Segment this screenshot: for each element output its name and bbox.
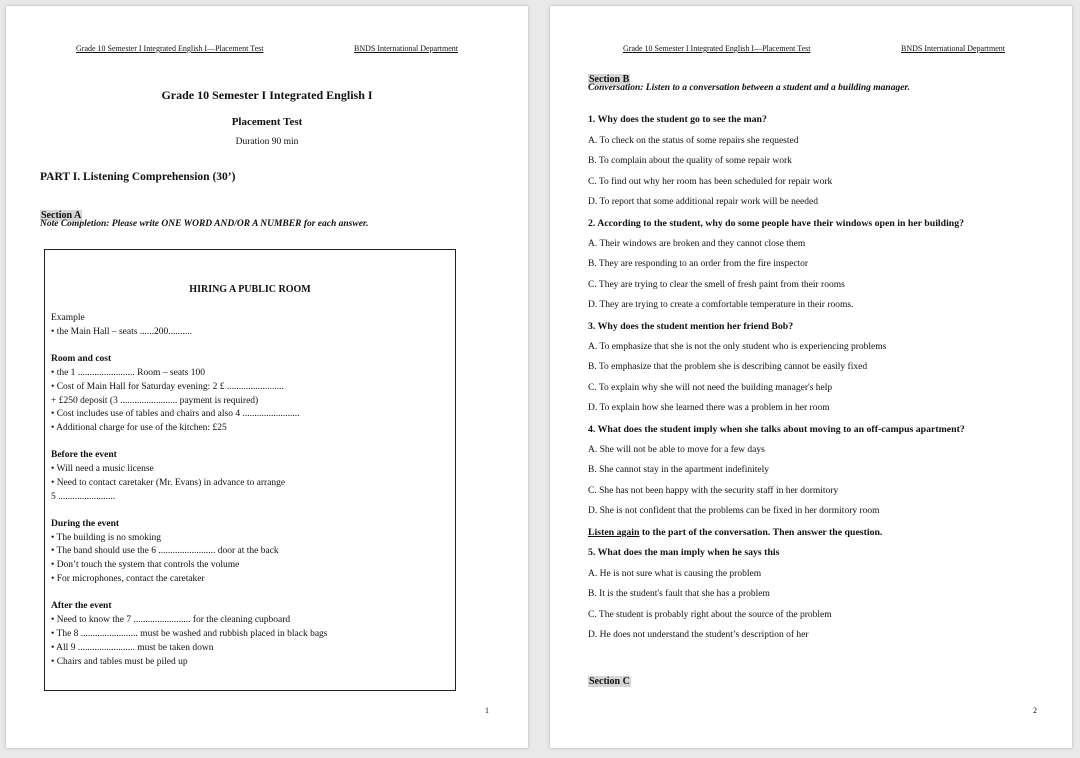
answer-option: A. To check on the status of some repairs she requested	[588, 136, 799, 146]
answer-option: C. She has not been happy with the security staff in her dormitory	[588, 486, 839, 496]
listen-again-instruction: Listen again to the part of the conversation. Then answer the question.	[588, 527, 883, 538]
document-subtitle: Placement Test	[231, 116, 303, 128]
answer-option: C. To find out why her room has been scheduled for repair work	[588, 177, 833, 187]
answer-option: B. It is the student's fault that she has a problem	[588, 589, 770, 599]
question-3: 3. Why does the student mention her friend Bob?	[588, 321, 794, 332]
answer-option: D. He does not understand the student’s description of her	[588, 630, 809, 640]
answer-option: B. To emphasize that the problem she is describing cannot be easily fixed	[588, 362, 868, 372]
note-line: • All 9 ........................ must be taken down	[51, 643, 214, 653]
page-header-right: BNDS International Department	[901, 44, 1005, 53]
answer-option: C. The student is probably right about the source of the problem	[588, 610, 832, 620]
note-line: • Need to contact caretaker (Mr. Evans) in advance to arrange	[51, 478, 286, 488]
document-page-2	[550, 6, 1072, 748]
answer-option: A. Their windows are broken and they cannot close them	[588, 239, 806, 249]
note-line: • For microphones, contact the caretaker	[51, 574, 205, 584]
group-heading: Before the event	[51, 450, 117, 460]
note-line: • The 8 ........................ must be washed and rubbish placed in black bags	[51, 629, 328, 639]
stray-dot: .	[897, 72, 899, 77]
note-line: • Additional charge for use of the kitchen: £25	[51, 423, 227, 433]
question-2: 2. According to the student, why do some people have their windows open in her building?	[588, 218, 965, 229]
note-line: • Don’t touch the system that controls the volume	[51, 560, 240, 570]
question-1: 1. Why does the student go to see the man?	[588, 114, 767, 125]
note-line: • Cost of Main Hall for Saturday evening: 2 £ ........................	[51, 382, 284, 392]
answer-option: D. She is not confident that the problems can be fixed in her dormitory room	[588, 506, 880, 516]
answer-option: B. She cannot stay in the apartment indefinitely	[588, 465, 769, 475]
box-title: HIRING A PUBLIC ROOM	[189, 284, 311, 295]
page-number: 1	[485, 706, 489, 715]
section-c-label: Section C	[589, 676, 630, 687]
page-header-right: BNDS International Department	[354, 44, 458, 53]
note-line: • Cost includes use of tables and chairs and also 4 ........................	[51, 409, 300, 419]
page-header-left: Grade 10 Semester I Integrated English I—Placement Test	[623, 44, 811, 53]
note-line: • Chairs and tables must be piled up	[51, 657, 188, 667]
section-b-label: Section B	[589, 74, 630, 85]
question-4: 4. What does the student imply when she talks about moving to an off-campus apartment?	[588, 424, 965, 435]
page-header-left: Grade 10 Semester I Integrated English I—Placement Test	[76, 44, 264, 53]
note-line: + £250 deposit (3 ........................ payment is required)	[51, 396, 259, 406]
example-label: Example	[51, 313, 85, 323]
answer-option: D. They are trying to create a comfortable temperature in their rooms.	[588, 300, 854, 310]
note-line: • the 1 ........................ Room – seats 100	[51, 368, 205, 378]
note-line: 5 ........................	[51, 492, 116, 502]
section-b-instruction: Conversation: Listen to a conversation between a student and a building manager.	[588, 83, 910, 93]
stray-dot: .	[350, 72, 352, 77]
section-a-label: Section A	[41, 210, 82, 221]
answer-option: D. To explain how she learned there was a problem in her room	[588, 403, 830, 413]
question-5: 5. What does the man imply when he says this	[588, 547, 780, 558]
section-a-instruction: Note Completion: Please write ONE WORD AND/OR A NUMBER for each answer.	[40, 219, 369, 229]
duration-text: Duration 90 min	[235, 137, 299, 147]
note-line: • Need to know the 7 ........................ for the cleaning cupboard	[51, 615, 291, 625]
answer-option: A. She will not be able to move for a few days	[588, 445, 765, 455]
page-number: 2	[1033, 706, 1037, 715]
note-line: • The band should use the 6 ........................ door at the back	[51, 546, 279, 556]
answer-option: C. To explain why she will not need the building manager's help	[588, 383, 833, 393]
answer-option: C. They are trying to clear the smell of fresh paint from their rooms	[588, 280, 845, 290]
example-line: • the Main Hall – seats ......200..........	[51, 327, 193, 337]
document-page-1	[6, 6, 528, 748]
answer-option: B. To complain about the quality of some repair work	[588, 156, 792, 166]
document-title: Grade 10 Semester I Integrated English I	[161, 88, 373, 102]
group-heading: Room and cost	[51, 354, 112, 364]
group-heading: After the event	[51, 601, 112, 611]
answer-option: A. He is not sure what is causing the problem	[588, 569, 762, 579]
answer-option: A. To emphasize that she is not the only student who is experiencing problems	[588, 342, 887, 352]
note-line: • Will need a music license	[51, 464, 154, 474]
part-title: PART I. Listening Comprehension (30’)	[40, 171, 236, 183]
group-heading: During the event	[51, 519, 120, 529]
note-completion-box	[44, 249, 456, 691]
note-line: • The building is no smoking	[51, 533, 162, 543]
answer-option: B. They are responding to an order from the fire inspector	[588, 259, 809, 269]
answer-option: D. To report that some additional repair work will be needed	[588, 197, 818, 207]
